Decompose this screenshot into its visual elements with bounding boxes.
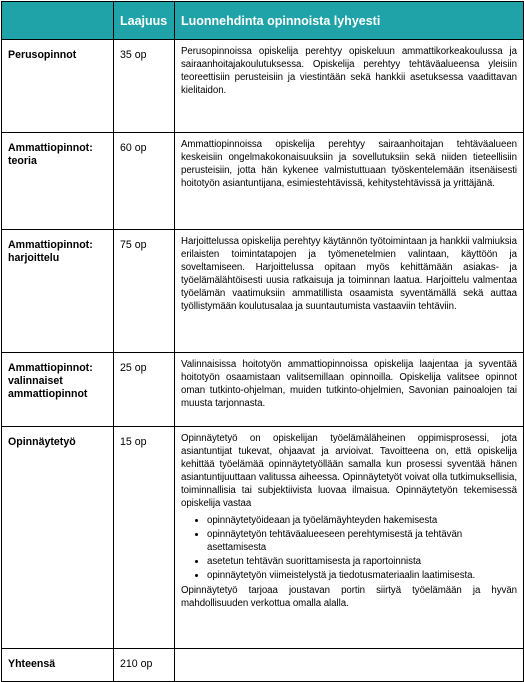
row-description: Harjoittelussa opiskelija perehtyy käytännön työtoimintaan ja hankkii valmiuksia erilaisten toimintatapojen ja työmenetelmien valintaan, käyttöön ja soveltamiseen. Harjoittelussa opitaan myös kehittämään asiakas- ja työelämälähtöisesti uusia ratkaisuja ja toiminnan laatua. Harjoittelu valmentaa työelämän vaatimuksiin ammatillista osaamista syventämällä sekä auttaa työllistymään koulutusalaa ja suuntautumista vastaaviin tehtäviin.	[175, 230, 524, 353]
curriculum-table	[1, 1, 524, 682]
row-description: Perusopinnoissa opiskelija perehtyy opiskeluun ammattikorkeakoulussa ja sairaanhoitajakoulutuksessa. Opiskelija perehtyy tehtäväalueensa yleisiin teoreettisiin perusteisiin ja viestintään sekä hankkii asetuksessa vaadittavan kielitaidon.	[175, 40, 524, 133]
header-row	[2, 2, 524, 40]
header-cell-empty	[2, 2, 114, 40]
row-credits: 210 op	[114, 649, 175, 682]
row-description: Valinnaisissa hoitotyön ammattiopinnoissa opiskelija laajentaa ja syventää hoitotyön osaamistaan valitsemillaan opinnoilla. Opiskelija valitsee opinnot oman tutkinto-ohjelman, muiden tutkinto-ohjelmien, Savonian painoalojen tai muusta tarjonnasta.	[175, 353, 524, 427]
row-description	[175, 427, 524, 649]
header-cell-description: Luonnehdinta opinnoista lyhyesti	[175, 2, 524, 40]
row-credits: 15 op	[114, 427, 175, 649]
row-label: Ammattiopinnot: teoria	[2, 133, 114, 230]
row-label: Yhteensä	[2, 649, 114, 682]
thesis-bullet-list	[181, 514, 517, 582]
total-row	[2, 649, 524, 682]
header-cell-scope: Laajuus	[114, 2, 175, 40]
table-row	[2, 133, 524, 230]
row-label: Ammattiopinnot: harjoittelu	[2, 230, 114, 353]
row-label: Opinnäytetyö	[2, 427, 114, 649]
row-credits: 35 op	[114, 40, 175, 133]
row-credits: 25 op	[114, 353, 175, 427]
list-item: • opinnäytetyön tehtäväalueeseen perehtymisestä ja tehtävän asettamisesta	[207, 528, 517, 554]
table-row	[2, 40, 524, 133]
table-row	[2, 230, 524, 353]
row-label: Ammattiopinnot: valinnaiset ammattiopinnot	[2, 353, 114, 427]
list-item: • opinnäytetyöideaan ja työelämäyhteyden hakemisesta	[207, 514, 517, 527]
row-label: Perusopinnot	[2, 40, 114, 133]
list-item: • asetetun tehtävän suorittamisesta ja raportoinnista	[207, 555, 517, 568]
row-credits: 75 op	[114, 230, 175, 353]
table-row	[2, 353, 524, 427]
row-description: Ammattiopinnoissa opiskelija perehtyy sairaanhoitajan tehtäväalueen keskeisiin ongelmakokonaisuuksiin ja sovellutuksiin sekä niiden tieteellisiin perusteisiin, jotta hän kykenee valmistuttuaan työskentelemään itsenäisesti hoitotyön asiantuntijana, esimiestehtävissä, kehitystehtävissä ja yrittäjänä.	[175, 133, 524, 230]
row-description	[175, 649, 524, 682]
thesis-outro: Opinnäytetyö tarjoaa joustavan portin siirtyä työelämään ja hyvän mahdollisuuden verkottua omalla alalla.	[181, 585, 517, 609]
row-credits: 60 op	[114, 133, 175, 230]
thesis-intro: Opinnäytetyö on opiskelijan työelämäläheinen oppimisprosessi, jota asiantuntijat tukevat, ohjaavat ja arvioivat. Tavoitteena on, että opiskelija kehittää työelämää opinnäytetyöllään samalla kun prosessi syventää hänen asiantuntijuuttaan valitussa aiheessa. Opinnäytetyöt voivat olla tutkimuksellisia, toiminnallisia tai subjektiivista luovaa ilmaisua. Opinnäytetyön tekemisessä opiskelija vastaa	[181, 433, 517, 509]
list-item: • opinnäytetyön viimeistelystä ja tiedotusmateriaalin laatimisesta.	[207, 569, 517, 582]
table-row	[2, 427, 524, 649]
